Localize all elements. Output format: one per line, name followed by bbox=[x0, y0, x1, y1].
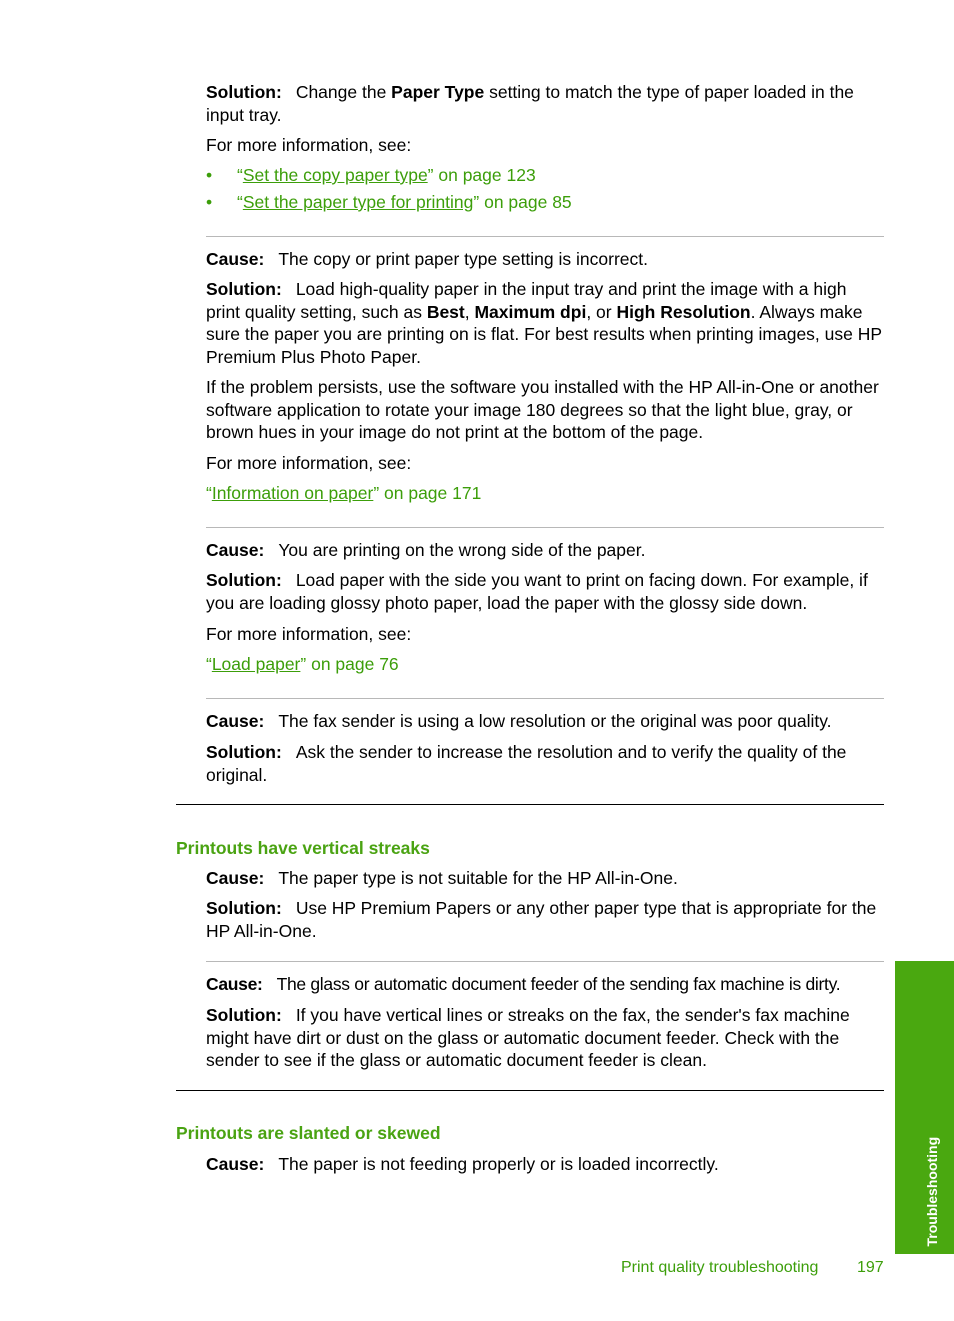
heading-slanted-skewed: Printouts are slanted or skewed bbox=[176, 1123, 441, 1143]
footer-section-title: Print quality troubleshooting bbox=[621, 1259, 819, 1276]
heading-vertical-streaks: Printouts have vertical streaks bbox=[176, 838, 430, 858]
cause-low-resolution: Cause: The fax sender is using a low resolution or the original was poor quality. bbox=[206, 711, 832, 731]
cause-paper-not-feeding: Cause: The paper is not feeding properly or is loaded incorrectly. bbox=[206, 1154, 719, 1174]
solution-paper-type: Solution: Change the Paper Type setting to match the type of paper loaded in the input tray. bbox=[206, 82, 854, 125]
divider bbox=[206, 236, 884, 237]
link-load-paper[interactable]: “Load paper” on page 76 bbox=[206, 654, 399, 674]
more-info-text: For more information, see: bbox=[206, 135, 412, 155]
cause-paper-not-suitable: Cause: The paper type is not suitable for the HP All-in-One. bbox=[206, 868, 678, 888]
bullet: • bbox=[206, 165, 213, 185]
solution-high-quality: Solution: Load high-quality paper in the input tray and print the image with a high print quality setting, such as Best, Maximum dpi, or High Resolution. Always make sure the paper you are printing on is flat. For best results when printing images, use HP Premium Plus Photo Paper. bbox=[206, 279, 882, 367]
solution-vertical-lines: Solution: If you have vertical lines or streaks on the fax, the sender's fax machine might have dirt or dust on the glass or automatic document feeder. Check with the sender to see if the glass or automatic document feeder is clean. bbox=[206, 1005, 850, 1070]
more-info-text: For more information, see: bbox=[206, 453, 412, 473]
cause-wrong-side: Cause: You are printing on the wrong side of the paper. bbox=[206, 540, 646, 560]
solution-label: Solution: bbox=[206, 82, 282, 102]
link-paper-type-printing[interactable]: “Set the paper type for printing” on page 85 bbox=[237, 192, 572, 212]
link-copy-paper-type[interactable]: “Set the copy paper type” on page 123 bbox=[237, 165, 536, 185]
chapter-tab-label: Troubleshooting bbox=[923, 1136, 940, 1246]
divider bbox=[206, 961, 884, 962]
divider bbox=[206, 698, 884, 699]
persist-paragraph: If the problem persists, use the software you installed with the HP All-in-One or another software application to rotate your image 180 degrees so that the light blue, gray, or brown hues in your image do not print at the bottom of the page. bbox=[206, 377, 879, 442]
section-divider bbox=[176, 1090, 884, 1091]
page-number: 197 bbox=[857, 1259, 884, 1276]
link-information-on-paper[interactable]: “Information on paper” on page 171 bbox=[206, 483, 482, 503]
cause-dirty-glass: Cause: The glass or automatic document feeder of the sending fax machine is dirty. bbox=[206, 974, 841, 994]
bullet: • bbox=[206, 192, 213, 212]
solution-premium-papers: Solution: Use HP Premium Papers or any other paper type that is appropriate for the HP All-in-One. bbox=[206, 898, 877, 941]
section-divider bbox=[176, 804, 884, 805]
divider bbox=[206, 527, 884, 528]
solution-load-facing-down: Solution: Load paper with the side you want to print on facing down. For example, if you are loading glossy photo paper, load the paper with the glossy side down. bbox=[206, 570, 868, 613]
cause-paper-setting: Cause: The copy or print paper type setting is incorrect. bbox=[206, 249, 648, 269]
chapter-tab bbox=[895, 961, 954, 1254]
more-info-text: For more information, see: bbox=[206, 624, 412, 644]
solution-increase-resolution: Solution: Ask the sender to increase the resolution and to verify the quality of the original. bbox=[206, 742, 847, 785]
